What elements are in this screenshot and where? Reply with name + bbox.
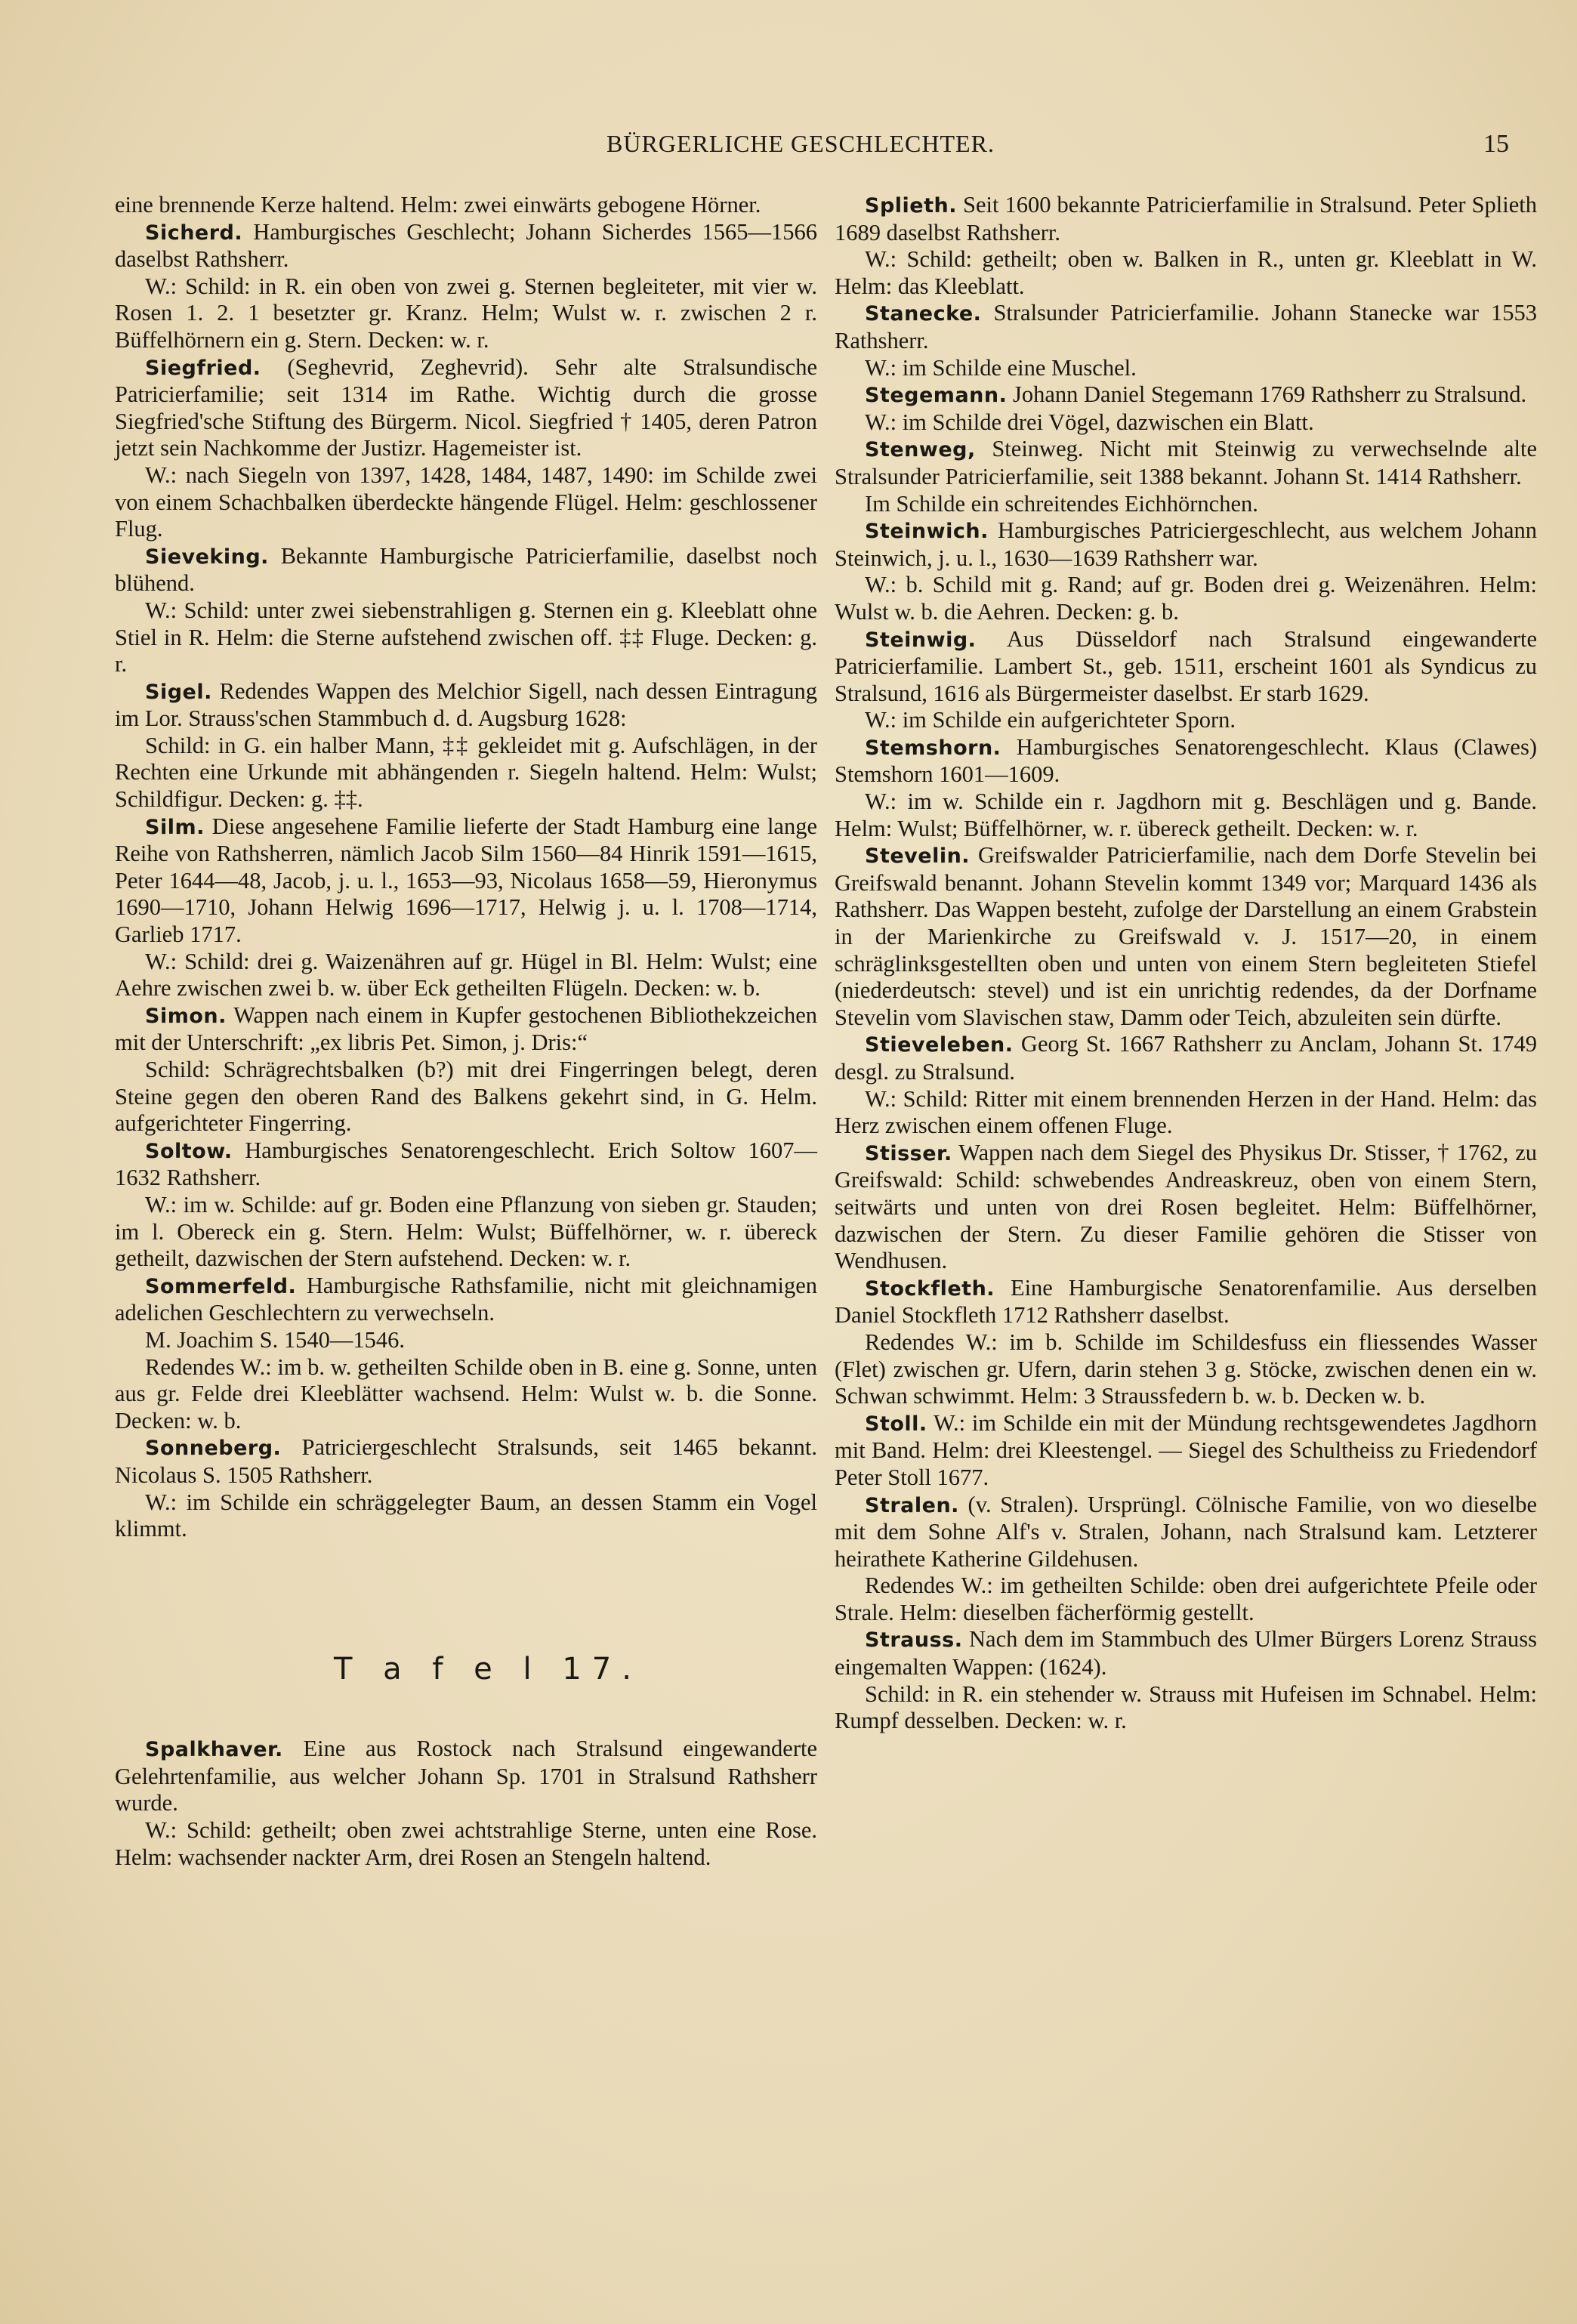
entry-name: Simon.	[145, 1004, 227, 1028]
entry	[115, 1002, 817, 1137]
entry-paragraph	[115, 1002, 817, 1057]
entry-paragraph	[835, 1492, 1537, 1573]
entry-paragraph	[835, 381, 1537, 409]
entry-text: W.: im Schilde eine Muschel.	[865, 354, 1137, 381]
entry-paragraph	[115, 1137, 817, 1192]
entry-text: Redendes W.: im getheilten Schilde: oben drei aufgerichtete Pfeile oder Strale. Helm: dieselben fächerförmig gestellt.	[835, 1572, 1537, 1625]
entry-name: Soltow.	[145, 1139, 233, 1163]
entry-paragraph	[115, 462, 817, 543]
entry	[115, 1434, 817, 1542]
plate-heading: T a f e l 17.	[334, 1651, 642, 1687]
entry-text: Hamburgisches Geschlecht; Johann Sicherdes 1565—1566 daselbst Rathsherr.	[115, 218, 817, 273]
entry-paragraph	[835, 436, 1537, 490]
entry-text: Redendes W.: im b. w. getheilten Schilde oben in B. eine g. Sonne, unten aus gr. Felde drei Kleeblätter wachsend. Helm: Wulst w. b. die Sonne. Decken: w. b.	[115, 1353, 818, 1434]
entry	[835, 1140, 1537, 1275]
entry-name: Strauss.	[865, 1628, 963, 1653]
entry-text: Eine aus Rostock nach Stralsund eingewanderte Gelehrtenfamilie, aus welcher Johann Sp. 1701 in Stralsund Rathsherr wurde.	[115, 1736, 818, 1816]
entry-text: Wappen nach dem Siegel des Physikus Dr. Stisser, † 1762, zu Greifswald: Schild: schwebendes Andreaskreuz, oben von einem Stern, seitwärts und unten von drei Rosen begleitet. Helm: Büffelhörner, dazwischen der Stern. Zu dieser Familie gehören die Stisser von Wendhusen.	[835, 1139, 1538, 1274]
entry	[835, 734, 1537, 842]
entry-name: Sieveking.	[145, 545, 269, 569]
entry	[835, 517, 1537, 625]
entry-paragraph	[835, 246, 1537, 300]
entry-paragraph	[115, 1489, 817, 1543]
entry-name: Siegfried.	[145, 356, 261, 380]
entry-text: (v. Stralen). Ursprüngl. Cölnische Familie, von wo dieselbe mit dem Sohne Alf's v. Stralen, Johann, nach Stralsund kam. Letzterer heirathete Katherine Gildehusen.	[835, 1491, 1538, 1572]
entry-text: Wappen nach einem in Kupfer gestochenen Bibliothekzeichen mit der Unterschrift: „ex libris Pet. Simon, j. Dris:“	[115, 1002, 817, 1056]
entry-text: Patriciergeschlecht Stralsunds, seit 1465 bekannt. Nicolaus S. 1505 Rathsherr.	[115, 1434, 817, 1488]
entry-text: W.: Schild: unter zwei siebenstrahligen g. Sternen ein g. Kleeblatt ohne Stiel in R. Helm: die Sterne aufstehend zwischen off. ‡‡ Fluge. Decken: g. r.	[115, 597, 817, 677]
entry-name: Stemshorn.	[865, 736, 1001, 760]
entry-text: Diese angesehene Familie lieferte der Stadt Hamburg eine lange Reihe von Rathsherren, nämlich Jacob Silm 1560—84 Hinrik 1591—1615, Peter 1644—48, Jacob, j. u. l., 1653—93, Nicolaus 1658—59, Hieronymus 1690—1710, Johann Helwig 1696—1717, Helwig j. u. l. 1708—1714, Garlieb 1717.	[115, 813, 818, 948]
entry-text: W.: im w. Schilde: auf gr. Boden eine Pflanzung von sieben gr. Stauden; im l. Obereck ein g. Stern. Helm: Wulst; Büffelhörner, w. r. übereck getheilt, dazwischen der Stern aufstehend. Decken: w. r.	[115, 1191, 817, 1272]
entry-text: W.: im w. Schilde ein r. Jagdhorn mit g. Beschlägen und g. Bande. Helm: Wulst; Büffelhörner, w. r. übereck getheilt. Decken: w. r.	[835, 789, 1537, 841]
entry	[835, 842, 1537, 1031]
entry-paragraph	[835, 842, 1537, 1031]
entry-text: Nach dem im Stammbuch des Ulmer Bürgers Lorenz Strauss eingemalten Wappen: (1624).	[835, 1626, 1537, 1681]
entry-text: W.: im Schilde ein mit der Mündung rechtsgewendetes Jagdhorn mit Band. Helm: drei Kleestengel. — Siegel des Schultheiss zu Friedendorf Peter Stoll 1677.	[835, 1409, 1537, 1490]
entry-paragraph	[835, 517, 1537, 572]
entry-paragraph	[835, 1626, 1537, 1681]
entry-paragraph	[115, 273, 817, 354]
entry-text: Hamburgisches Senatorengeschlecht. Erich Soltow 1607—1632 Rathsherr.	[115, 1137, 818, 1191]
entry	[835, 1626, 1537, 1734]
entry-text: W.: im Schilde ein schräggelegter Baum, an dessen Stamm ein Vogel klimmt.	[115, 1489, 817, 1542]
entry-name: Sicherd.	[145, 221, 243, 245]
entry-text: Eine Hamburgische Senatorenfamilie. Aus derselben Daniel Stockfleth 1712 Rathsherr daselbst.	[835, 1274, 1537, 1329]
entry-text: Georg St. 1667 Rathsherr zu Anclam, Johann St. 1749 desgl. zu Stralsund.	[835, 1031, 1538, 1085]
entry-paragraph	[115, 354, 817, 462]
entry-text: Aus Düsseldorf nach Stralsund eingewanderte Patricierfamilie. Lambert St., geb. 1511, erscheint 1601 als Syndicus zu Stralsund, 1616 als Bürgermeister daselbst. Er starb 1629.	[835, 625, 1537, 706]
entry-paragraph	[115, 1736, 817, 1817]
entry-paragraph	[115, 1273, 817, 1327]
entry-paragraph	[835, 734, 1537, 789]
entry	[115, 354, 817, 543]
entry-name: Stralen.	[865, 1493, 959, 1517]
entry-text: M. Joachim S. 1540—1546.	[145, 1326, 405, 1353]
entry-name: Stisser.	[865, 1141, 952, 1165]
entry	[835, 381, 1537, 436]
entry-text: Bekannte Hamburgische Patricierfamilie, daselbst noch blühend.	[115, 542, 818, 597]
entry-paragraph	[835, 572, 1537, 625]
entry-paragraph	[115, 1327, 817, 1354]
entry-paragraph	[835, 1410, 1537, 1492]
entry-text: Schild: Schrägrechtsbalken (b?) mit drei Fingerringen belegt, deren Steine gegen den oberen Rand des Balkens gekehrt sind, in G. Helm. aufgerichteter Fingerring.	[115, 1057, 817, 1137]
entry-paragraph	[835, 1572, 1537, 1626]
entry	[835, 1275, 1537, 1410]
entry-text: W.: Schild: getheilt; oben zwei achtstrahlige Sterne, unten eine Rose. Helm: wachsender nackter Arm, drei Rosen an Stengeln haltend.	[115, 1817, 817, 1870]
entry	[115, 1736, 817, 1871]
entry-name: Steinwich.	[865, 520, 989, 544]
entry-name: Splieth.	[865, 194, 957, 218]
page-header	[83, 130, 1518, 168]
left-column	[115, 192, 817, 1871]
entry-text: eine brennende Kerze haltend. Helm: zwei einwärts gebogene Hörner.	[115, 192, 761, 218]
entry-paragraph	[835, 491, 1537, 518]
entry-paragraph	[115, 1434, 817, 1489]
entry-text: W.: nach Siegeln von 1397, 1428, 1484, 1487, 1490: im Schilde zwei von einem Schachbalken überdeckte hängende Flügel. Helm: geschlossener Flug.	[115, 461, 817, 542]
entry	[835, 1031, 1537, 1139]
entry	[115, 1137, 817, 1273]
entry-paragraph	[835, 1140, 1537, 1275]
page-number: 15	[1483, 130, 1509, 158]
entry	[835, 1492, 1537, 1627]
entry-text: Hamburgisches Senatorengeschlecht. Klaus (Clawes) Stemshorn 1601—1609.	[835, 733, 1537, 788]
entry-paragraph	[835, 409, 1537, 437]
entry-text: Johann Daniel Stegemann 1769 Rathsherr zu Stralsund.	[1012, 381, 1527, 408]
entry-paragraph	[115, 813, 817, 949]
entry-paragraph	[835, 1086, 1537, 1140]
entry-text: Stralsunder Patricierfamilie. Johann Stanecke war 1553 Rathsherr.	[835, 300, 1537, 353]
entry-paragraph	[835, 626, 1537, 708]
entry-paragraph	[835, 300, 1537, 354]
entry-name: Stevelin.	[865, 844, 971, 869]
right-column	[835, 192, 1537, 1735]
entry-paragraph	[115, 1057, 817, 1137]
entry-paragraph	[835, 1275, 1537, 1329]
entry	[835, 192, 1537, 300]
entry-paragraph	[115, 192, 817, 219]
entry-paragraph	[115, 543, 817, 597]
entry-paragraph	[835, 707, 1537, 734]
entry-text: W.: Schild: drei g. Waizenähren auf gr. Hügel in Bl. Helm: Wulst; eine Aehre zwischen zwei b. w. über Eck getheilten Flügeln. Decken: w. b.	[115, 948, 817, 1002]
entry	[835, 300, 1537, 381]
entry	[115, 192, 817, 219]
entry-text: Steinweg. Nicht mit Steinwig zu verwechselnde alte Stralsunder Patricierfamilie, seit 1388 bekannt. Johann St. 1414 Rathsherr.	[835, 436, 1537, 489]
entry-text: Im Schilde ein schreitendes Eichhörnchen.	[865, 490, 1258, 517]
entry-name: Stegemann.	[865, 384, 1008, 408]
entry-text: W.: Schild: getheilt; oben w. Balken in R., unten gr. Kleeblatt in W. Helm: das Kleeblatt.	[835, 246, 1537, 299]
entry	[835, 626, 1537, 734]
entry-name: Stoll.	[865, 1412, 927, 1436]
entry-name: Sommerfeld.	[145, 1274, 297, 1298]
entry-text: W.: b. Schild mit g. Rand; auf gr. Boden drei g. Weizenähren. Helm: Wulst w. b. die Aehren. Decken: g. b.	[835, 572, 1537, 625]
entry-text: Seit 1600 bekannte Patricierfamilie in Stralsund. Peter Splieth 1689 daselbst Rathsherr.	[835, 192, 1537, 245]
entry-name: Sigel.	[145, 680, 212, 704]
entry-paragraph	[115, 678, 817, 733]
entry	[115, 543, 817, 678]
entry	[835, 1410, 1537, 1492]
entry	[115, 813, 817, 1002]
entry-paragraph	[835, 1031, 1537, 1085]
entry-name: Silm.	[145, 815, 205, 839]
entry	[115, 219, 817, 354]
entry-text: W.: im Schilde ein aufgerichteter Sporn.	[865, 707, 1236, 733]
entry-text: W.: Schild: in R. ein oben von zwei g. Sternen begleiteter, mit vier w. Rosen 1. 2. 1 besetzter gr. Kranz. Helm; Wulst w. r. zwischen 2 r. Büffelhörnern ein g. Stern. Decken: w. r.	[115, 273, 817, 353]
entry-paragraph	[835, 355, 1537, 382]
entry-name: Stanecke.	[865, 302, 982, 326]
entry-paragraph	[835, 1681, 1537, 1735]
entry-name: Sonneberg.	[145, 1437, 282, 1461]
entry-name: Stieveleben.	[865, 1033, 1014, 1057]
entry-paragraph	[115, 219, 817, 273]
entry-text: W.: Schild: Ritter mit einem brennenden Herzen in der Hand. Helm: das Herz zwischen einem offenen Fluge.	[835, 1085, 1537, 1139]
entry-paragraph	[115, 1354, 817, 1435]
entry-paragraph	[115, 1817, 817, 1871]
entry-text: Redendes W.: im b. Schilde im Schildesfuss ein fliessendes Wasser (Flet) zwischen gr. Ufern, darin stehen 3 g. Stöcke, zwischen denen ein w. Schwan schwimmt. Helm: 3 Straussfedern b. w. b. Decken w. b.	[835, 1329, 1537, 1409]
entry-paragraph	[115, 733, 817, 813]
entry-name: Stockfleth.	[865, 1276, 995, 1301]
entry	[115, 678, 817, 813]
entry-text: Hamburgische Rathsfamilie, nicht mit gleichnamigen adelichen Geschlechtern zu verwechseln.	[115, 1272, 817, 1326]
entry-text: Schild: in R. ein stehender w. Strauss mit Hufeisen im Schnabel. Helm: Rumpf desselben. Decken: w. r.	[835, 1681, 1537, 1734]
entry-name: Steinwig.	[865, 628, 977, 652]
entry-paragraph	[115, 949, 817, 1002]
entry	[115, 1273, 817, 1435]
entry-text: Schild: in G. ein halber Mann, ‡‡ gekleidet mit g. Aufschlägen, in der Rechten eine Urkunde mit abhängenden r. Siegeln haltend. Helm: Wulst; Schildfigur. Decken: g. ‡‡.	[115, 732, 817, 813]
entry-paragraph	[115, 597, 817, 678]
entry-name: Stenweg,	[865, 438, 976, 462]
entry-text: Redendes Wappen des Melchior Sigell, nach dessen Eintragung im Lor. Strauss'schen Stammbuch d. d. Augsburg 1628:	[115, 677, 818, 732]
entry-paragraph	[835, 192, 1537, 246]
entry-text: W.: im Schilde drei Vögel, dazwischen ein Blatt.	[865, 409, 1314, 435]
entry-text: Hamburgisches Patriciergeschlecht, aus welchem Johann Steinwich, j. u. l., 1630—1639 Rathsherr war.	[835, 517, 1538, 571]
entry-paragraph	[835, 789, 1537, 842]
entry-text: Greifswalder Patricierfamilie, nach dem Dorfe Stevelin bei Greifswald benannt. Johann Stevelin kommt 1349 vor; Marquard 1436 als Rathsherr. Das Wappen besteht, zufolge der Darstellung an einem Grabstein in der Marienkirche zu Greifswald v. J. 1517—20, in einem schräglinksgestellten oben und unten von einem Stern begleiteten Stiefel (niederdeutsch: stevel) und ist ein unrichtig redendes, da der Dorfname Stevelin vom Slavischen staw, Damm oder Teich, abzuleiten sein dürfte.	[835, 842, 1538, 1030]
entry-text: (Seghevrid, Zeghevrid). Sehr alte Stralsundische Patricierfamilie; seit 1314 im Rathe. Wichtig durch die grosse Siegfried'sche Stiftung des Bürgerm. Nicol. Siegfried † 1405, deren Patron jetzt sein Nachkomme der Justizr. Hagemeister ist.	[115, 353, 818, 461]
entry-paragraph	[835, 1329, 1537, 1410]
entry-paragraph	[115, 1192, 817, 1273]
entry-name: Spalkhaver.	[145, 1738, 283, 1762]
entry	[835, 436, 1537, 517]
running-title: BÜRGERLICHE GESCHLECHTER.	[606, 130, 995, 157]
